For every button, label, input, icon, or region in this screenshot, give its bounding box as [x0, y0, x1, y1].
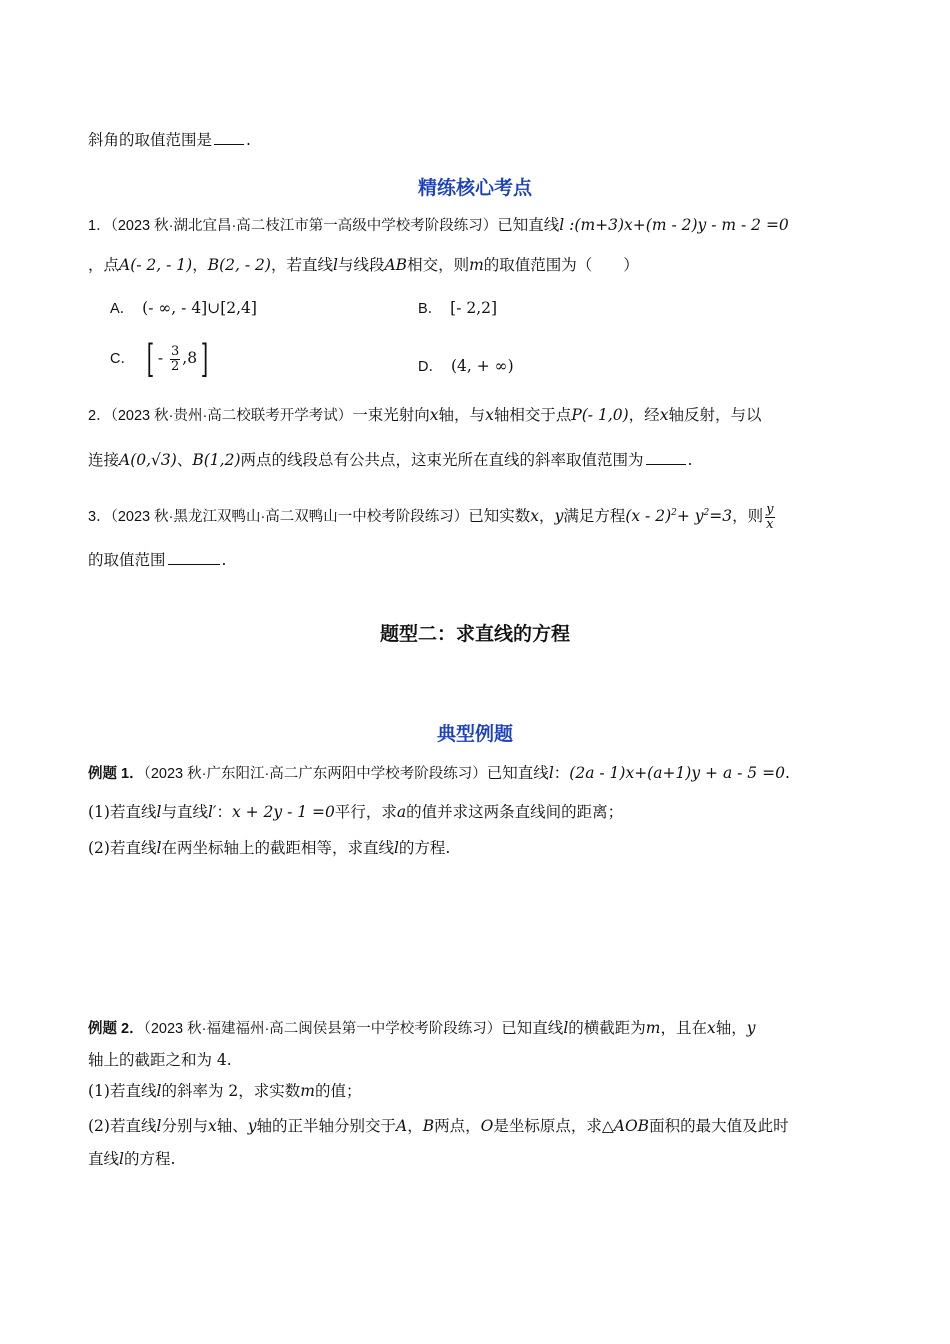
- example-1-line-1: 例题 1．（2023 秋·广东阳江·高二广东两阳中学校考阶段练习）已知直线l：(2a - 1)x+(a+1)y + a - 5 =0.: [88, 764, 790, 782]
- intro-text: 斜角的取值范围是: [88, 131, 213, 149]
- question-2-line-1: 2．（2023 秋·贵州·高二校联考开学考试）一束光射向x轴，与x轴相交于点P(- 1,0)，经x轴反射，与以: [88, 406, 762, 424]
- point-a: A(- 2, - 1): [119, 256, 193, 274]
- example-2-line-2: 轴上的截距之和为 4.: [88, 1051, 232, 1069]
- answer-blank: [168, 548, 220, 565]
- point-p: P(- 1,0): [571, 406, 629, 424]
- question-3-line-2: 的取值范围 .: [88, 548, 226, 571]
- fraction-y-over-x: $\frac{y}{x}$: [766, 501, 774, 532]
- option-d-value: (4, + ∞): [450, 357, 514, 375]
- question-source: （2023 秋·湖北宜昌·高二枝江市第一高级中学校考阶段练习）: [110, 218, 498, 234]
- example-2-part-2: (2)若直线l分别与x轴、y轴的正半轴分别交于A，B两点，O是坐标原点，求△AOB面积的最大值及此时: [88, 1117, 789, 1135]
- option-a[interactable]: A． (- ∞, - 4]∪[2,4]: [110, 299, 257, 317]
- example-1-part-2: (2)若直线l在两坐标轴上的截距相等，求直线l的方程.: [88, 839, 451, 857]
- line-equation: (2a - 1)x+(a+1)y + a - 5 =0: [569, 764, 785, 782]
- example-label: 例题 1．: [88, 766, 144, 782]
- section-title-type-two: 题型二：求直线的方程: [379, 623, 570, 645]
- question-1-line-1: 1．（2023 秋·湖北宜昌·高二枝江市第一高级中学校考阶段练习）已知直线l :(m+3)x+(m - 2)y - m - 2 =0: [88, 216, 789, 234]
- question-1-line-2: ，点A(- 2, - 1)，B(2, - 2)，若直线l与线段AB相交，则m的取值范围为（ ）: [88, 256, 639, 274]
- question-source: （2023 秋·贵州·高二校联考开学考试）: [110, 408, 353, 424]
- option-d[interactable]: D． (4, + ∞): [418, 357, 514, 375]
- circle-equation: $(x - 2)^2+ y^2=3$: [625, 507, 733, 526]
- line-equation: l :(m+3)x+(m - 2)y - m - 2 =0: [559, 216, 789, 234]
- option-a-value: (- ∞, - 4]∪[2,4]: [142, 299, 257, 317]
- section-title-practice: 精练核心考点: [417, 177, 532, 199]
- question-source: （2023 秋·福建福州·高二闽侯县第一中学校考阶段练习）: [143, 1021, 502, 1037]
- triangle-aob: △AOB: [601, 1117, 650, 1135]
- intro-line: 斜角的取值范围是 .: [88, 128, 251, 151]
- point-a: A(0,√3): [119, 451, 177, 469]
- option-b-value: [- 2,2]: [450, 299, 498, 317]
- example-2-part-1: (1)若直线l的斜率为 2，求实数m的值；: [88, 1082, 362, 1100]
- example-2-line-1: 例题 2．（2023 秋·福建福州·高二闽侯县第一中学校考阶段练习）已知直线l的横截距为m，且在x轴，y: [88, 1019, 756, 1037]
- example-1-part-1: (1)若直线l与直线l′：x + 2y - 1 =0平行，求a的值并求这两条直线间的距离；: [88, 803, 624, 821]
- option-b[interactable]: B． [- 2,2]: [418, 299, 498, 317]
- point-b: B(2, - 2): [207, 256, 271, 274]
- option-c[interactable]: C． [ - $\frac{3}{2}$ ,8]: [110, 337, 209, 381]
- fraction-three-halves: $\frac{3}{2}$: [170, 343, 180, 374]
- line-equation: x + 2y - 1 =0: [231, 803, 335, 821]
- point-b: B(1,2): [192, 451, 241, 469]
- question-source: （2023 秋·黑龙江双鸭山·高二双鸭山一中校考阶段练习）: [110, 509, 469, 526]
- answer-blank: [646, 448, 686, 465]
- question-3-line-1: 3．（2023 秋·黑龙江双鸭山·高二双鸭山一中校考阶段练习）已知实数x，y满足方程$(x - 2)^2+ y^2=3$，则 $\frac{y}{x}$: [88, 501, 774, 532]
- question-2-line-2: 连接A(0,√3)、B(1,2)两点的线段总有公共点，这束光所在直线的斜率取值范围为 .: [88, 448, 692, 471]
- example-label: 例题 2．: [88, 1021, 144, 1037]
- example-2-part-2-line-2: 直线l的方程.: [88, 1150, 176, 1168]
- answer-blank: [214, 128, 244, 145]
- question-source: （2023 秋·广东阳江·高二广东两阳中学校考阶段练习）: [143, 766, 487, 782]
- section-title-examples: 典型例题: [436, 723, 513, 745]
